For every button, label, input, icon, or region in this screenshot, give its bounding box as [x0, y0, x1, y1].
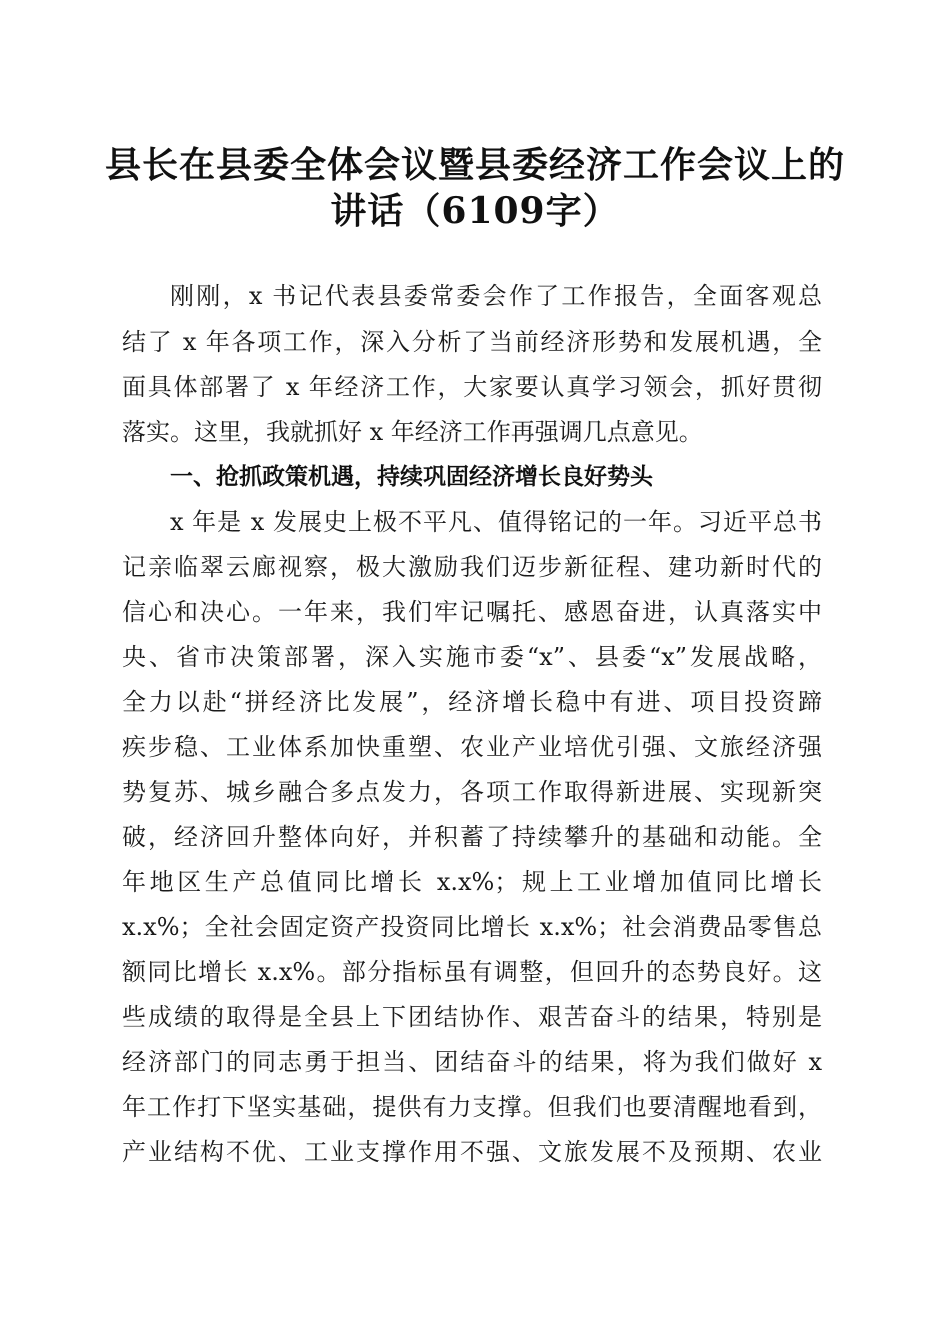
paragraph-2-line: 年工作打下坚实基础，提供有力支撑。但我们也要清醒地看到，: [122, 1093, 822, 1121]
paragraph-2-line: x.x%；全社会固定资产投资同比增长 x.x%；社会消费品零售总: [122, 913, 822, 941]
paragraph-2-line: 势复苏、城乡融合多点发力，各项工作取得新进展、实现新突: [122, 778, 822, 806]
paragraph-2-line: 额同比增长 x.x%。部分指标虽有调整，但回升的态势良好。这: [122, 958, 822, 986]
paragraph-1-line: 面具体部署了 x 年经济工作，大家要认真学习领会，抓好贯彻: [122, 373, 822, 401]
paragraph-2-line: 经济部门的同志勇于担当、团结奋斗的结果，将为我们做好 x: [122, 1048, 822, 1076]
paragraph-1-line: 落实。这里，我就抓好 x 年经济工作再强调几点意见。: [122, 418, 703, 446]
paragraph-2-line: 信心和决心。一年来，我们牢记嘱托、感恩奋进，认真落实中: [122, 598, 822, 626]
paragraph-1-line: 结了 x 年各项工作，深入分析了当前经济形势和发展机遇，全: [122, 328, 822, 356]
paragraph-2-line: 央、省市决策部署，深入实施市委“x”、县委“x”发展战略，: [122, 643, 822, 671]
document-title-line-2: 讲话（6109字）: [330, 190, 620, 232]
paragraph-2-line: 疾步稳、工业体系加快重塑、农业产业培优引强、文旅经济强: [122, 733, 822, 761]
paragraph-2-line: 破，经济回升整体向好，并积蓄了持续攀升的基础和动能。全: [122, 823, 822, 851]
paragraph-2-line: 全力以赴“拼经济比发展”，经济增长稳中有进、项目投资蹄: [122, 688, 822, 716]
paragraph-2-line: x 年是 x 发展史上极不平凡、值得铭记的一年。习近平总书: [170, 508, 822, 536]
document-title-line-1: 县长在县委全体会议暨县委经济工作会议上的: [104, 144, 845, 186]
paragraph-1-line: 刚刚，x 书记代表县委常委会作了工作报告，全面客观总: [170, 282, 822, 310]
paragraph-2-line: 些成绩的取得是全县上下团结协作、艰苦奋斗的结果，特别是: [122, 1003, 822, 1031]
paragraph-2-line: 年地区生产总值同比增长 x.x%；规上工业增加值同比增长: [122, 868, 822, 896]
paragraph-2-line: 记亲临翠云廊视察，极大激励我们迈步新征程、建功新时代的: [122, 553, 822, 581]
paragraph-2-line: 产业结构不优、工业支撑作用不强、文旅发展不及预期、农业: [122, 1138, 822, 1166]
section-1-heading: 一、抢抓政策机遇，持续巩固经济增长良好势头: [170, 464, 653, 490]
